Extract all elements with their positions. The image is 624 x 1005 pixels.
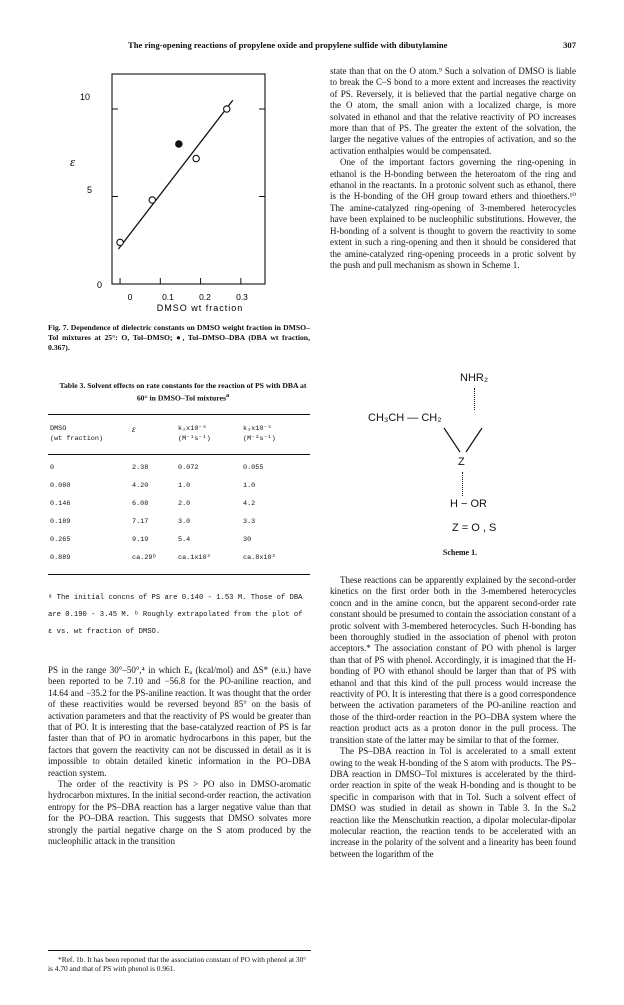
plot-frame	[112, 74, 265, 284]
col-header-dmso: DMSO (wt fraction)	[50, 425, 104, 443]
col-header-epsilon: ε	[132, 424, 136, 434]
data-point-open	[117, 239, 123, 245]
fit-line	[118, 100, 232, 249]
page-header	[48, 40, 576, 54]
table-caption-text: Table 3. Solvent effects on rate constants for the reaction of PS with DBA at 60° in DMSO–Tol mixtures	[59, 381, 307, 403]
table-top-rule	[48, 414, 310, 415]
data-point-open	[193, 155, 199, 161]
scheme-1	[340, 372, 570, 567]
left-column-body	[48, 665, 311, 848]
running-title: The ring-opening reactions of propylene oxide and propylene sulfide with dibutylamine	[128, 40, 448, 50]
figure-7-plot	[60, 66, 285, 314]
col-header-k2: k₂x10⁻⁵ (M⁻¹s⁻¹)	[178, 425, 211, 443]
data-point-open	[224, 106, 230, 112]
scheme-caption: Scheme 1.	[442, 548, 478, 557]
table-row: 0.080 4.20 1.0 1.0	[50, 482, 256, 490]
page-footnote: *Ref. 1b. It has been reported that the association constant of PO with phenol at 30° is 4.70 and that of PS with phenol is 0.961.	[48, 950, 311, 974]
y-tick-0: 0	[96, 280, 102, 290]
x-tick-0.1: 0.1	[162, 292, 174, 302]
paragraph: The order of the reactivity is PS > PO also in DMSO-aromatic hydrocarbon mixtures. In the initial second-order reaction, the activation entropy for the PS–DBA reaction has a larger negative value than that for the PO–DBA reaction. This suggests that DMSO solvates more strongly the partial negative charge on the S atom produced by the nucleophilic attack in the transition	[48, 779, 311, 847]
paragraph: The PS–DBA reaction in Tol is accelerated to a small extent owing to the weak H-bonding of the S atom with products. The PS–DBA reaction in DMSO–Tol mixtures is accelerated by the third-order reaction in spite of the weak H-bonding and is thought to be specific in comparison with that in Tol. Such a solvent effect of DMSO was studied in detail as shown in Table 3. In the Sₙ2 reaction like the Menschutkin reaction, a dipolar molecular-dipolar molecular reaction, the reaction tends to be accelerated with an increase in the polarity of the solvent and a linearity has been found between the logarithm of the	[330, 746, 576, 859]
y-axis-symbol: ε	[70, 154, 76, 169]
scheme-ring-chain: CH₃CH — CH₂	[368, 412, 442, 424]
paragraph: state than that on the O atom.⁹ Such a solvation of DMSO is liable to break the C–S bond to a more extent and increases the reactivity of PS. Reversely, it is believed that the partial negative charge on the O atom, the small anion with a localized charge, is more solvated in ethanol and that the relative reactivity of PO increases more than that of PS. The greater the extent of the solvation, the larger the negative values of the entropies of activation, and so the activation enthalpies would be compensated.	[330, 66, 576, 156]
y-tick-10: 10	[79, 92, 90, 102]
x-tick-0.3: 0.3	[236, 292, 248, 302]
data-point-filled	[176, 141, 182, 147]
table-row: 0 2.38 0.072 0.055	[50, 464, 264, 472]
page-number: 307	[563, 40, 576, 50]
table-bottom-rule	[48, 574, 310, 575]
table-row: 0.189 7.17 3.0 3.3	[50, 518, 256, 526]
table-row: 0.889 ca.29ᵇ ca.1x10³ ca.8x10³	[50, 554, 276, 562]
x-axis-label: DMSO wt fraction	[156, 303, 244, 313]
y-tick-5: 5	[86, 185, 92, 195]
data-point-open	[149, 197, 155, 203]
table-row: 0.265 9.19 5.4 30	[50, 536, 252, 544]
scheme-zdef: Z = O , S	[452, 522, 497, 534]
right-column-bottom	[330, 575, 576, 860]
paragraph: PS in the range 30°–50°,⁴ in which Eₐ (kcal/mol) and ΔS* (e.u.) have been reported to be 7.10 and −56.8 for the PO-aniline reaction, and 14.64 and −35.2 for the PS-aniline reaction. It was thought that the order of these reactivities would be reversed beyond 85° on the basis of activation parameters and that the reactivity of PS would be greater than that of PO. It is interesting that the base-catalyzed reaction of PS is far faster than that of PO in aromatic hydrocarbons in this paper, but the factors that govern the reactivity can not be discussed in detail as it is impossible to obtain detailed kinetic information in the PO–DBA reaction system.	[48, 665, 311, 778]
table-header-rule	[48, 454, 310, 455]
table-footnote: ᵃ The initial concns of PS are 0.140 - 1.53 M. Those of DBA are 0.190 - 3.45 M. ᵇ Roughly extrapolated from the plot of ε vs. wt fraction of DMSO.	[48, 594, 303, 636]
table-caption-mark: a	[225, 392, 230, 399]
paragraph: One of the important factors governing the ring-opening in ethanol is the H-bonding between the heteroatom of the ring and ethanol in the reactants. In a protonic solvent such as ethanol, there is the H-bonding of the OH group toward ethers and thioethers.¹⁰ The amine-catalyzed ring-opening of 3-membered heterocycles have been explained to be nucleophilic substitutions. However, the H-bonding of a solvent is thought to govern the reactivity to some extent in such a ring-opening and then it should be considered that the amine-catalyzed ring-opening proceeds in a protic solvent by the push and pull mechanism as shown in Scheme 1.	[330, 157, 576, 270]
x-tick-0: 0	[127, 292, 133, 302]
table-caption	[58, 381, 308, 404]
figure-caption: Fig. 7. Dependence of dielectric constants on DMSO weight fraction in DMSO–Tol mixtures at 25°: O, Tol–DMSO; ●, Tol–DMSO–DBA (DBA wt fraction, 0.367).	[48, 323, 310, 352]
x-tick-0.2: 0.2	[199, 292, 211, 302]
scheme-heteroatom: Z	[458, 456, 465, 468]
paragraph: These reactions can be apparently explained by the second-order kinetics on the first order both in the 3-membered heterocycles concn and in the amine concn, but the apparent second-order rate constant should be presumed to contain the association constant of a protic solvent with 3-membered heterocycles. Such H-bonding has been thoroughly studied in the association of phenol with proton acceptors.* The association constant of PO with phenol is larger than that of PS with phenol. Accordingly, it is imagined that the H-bonding of PO with ethanol should be larger than that of PS with ethanol and that this kind of the pull process would increase the reactivity of PO. It is interesting that there is a good correspondence between the activation parameters of the PO-aniline reaction and those of the third-order reaction in the PO–DBA system where the reaction product acts as a proton donor in the pull process. The transition state of the latter may be similar to that of the former.	[330, 575, 576, 745]
col-header-k3: k₃x10⁻⁵ (M⁻²s⁻¹)	[243, 425, 276, 443]
scheme-dotted-bond	[474, 388, 475, 410]
scheme-amine: NHR₂	[460, 372, 489, 384]
scheme-hbond	[462, 472, 463, 496]
scheme-hor: H − OR	[450, 498, 487, 510]
table-3	[48, 414, 310, 579]
right-column-top	[330, 66, 576, 271]
scheme-ring-bonds	[430, 426, 500, 458]
table-row: 0.146 6.08 2.0 4.2	[50, 500, 256, 508]
